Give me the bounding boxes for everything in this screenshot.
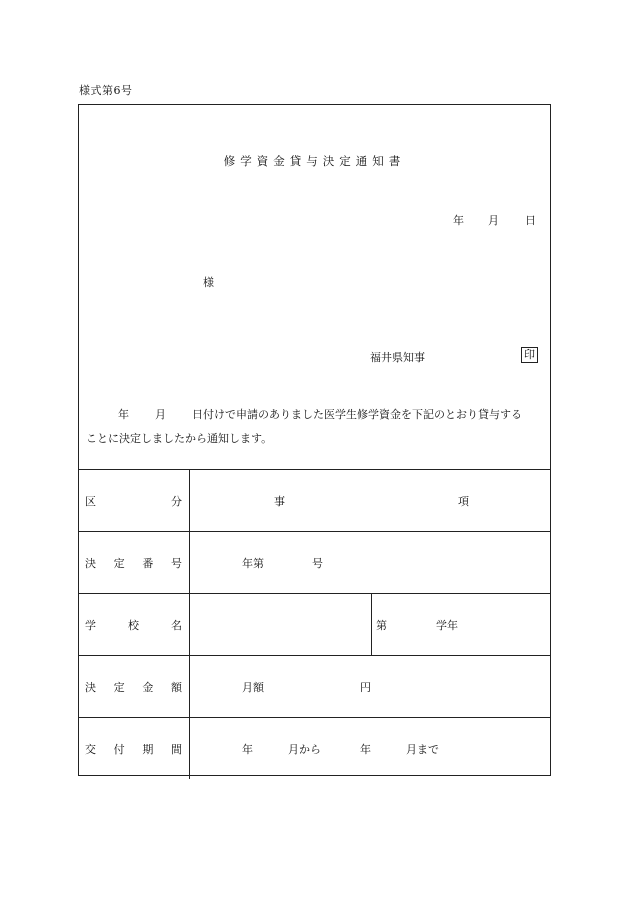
- table-row-school-name: [79, 594, 550, 656]
- notice-body: [86, 403, 543, 451]
- header-label-char: 区: [85, 494, 96, 508]
- row-label-char: 金: [142, 680, 154, 694]
- row-label-char: 定: [113, 556, 125, 570]
- details-table: [79, 469, 550, 779]
- notice-form: [78, 104, 551, 776]
- recipient-honorific: 様: [203, 276, 214, 289]
- body-year-label: 年: [118, 408, 129, 421]
- row-label-char: 期: [142, 742, 154, 756]
- header-label-char: 分: [171, 494, 182, 508]
- row-label-char: 番: [142, 556, 154, 570]
- row-label-char: 決: [85, 680, 96, 694]
- period-from-month: 月から: [288, 742, 321, 756]
- grade-suffix: 学年: [436, 618, 458, 632]
- grade-prefix: 第: [376, 618, 387, 632]
- date-year-label: 年: [453, 214, 464, 227]
- decision-number-label: 号: [312, 556, 323, 570]
- monthly-amount-label: 月額: [242, 680, 264, 694]
- yen-label: 円: [360, 680, 371, 694]
- row-label-char: 決: [85, 556, 96, 570]
- table-row-decision-number: [79, 532, 550, 594]
- row-label-char: 間: [170, 742, 182, 756]
- table-row-decision-amount: [79, 656, 550, 718]
- row-label-char: 号: [170, 556, 182, 570]
- table-header-row: [79, 470, 550, 532]
- row-label-char: 定: [113, 680, 125, 694]
- row-label-char: 付: [113, 742, 125, 756]
- body-month-label: 月: [155, 408, 166, 421]
- header-content-right: 項: [458, 494, 469, 508]
- row-label-char: 額: [170, 680, 182, 694]
- form-number: 様式第6号: [79, 84, 133, 97]
- header-content-left: 事: [274, 494, 285, 508]
- period-to-month: 月まで: [406, 742, 439, 756]
- decision-year-label: 年第: [242, 556, 264, 570]
- document-title: 修学資金貸与決定通知書: [223, 154, 406, 168]
- date-month-label: 月: [488, 214, 499, 227]
- issuer-title: 福井県知事: [370, 351, 425, 364]
- school-grade-divider: [371, 594, 372, 655]
- period-from-year: 年: [242, 742, 253, 756]
- row-label-char: 校: [128, 618, 139, 632]
- body-text-line1: 日付けで申請のありました医学生修学資金を下記のとおり貸与する: [192, 408, 522, 421]
- period-to-year: 年: [360, 742, 371, 756]
- date-day-label: 日: [525, 214, 536, 227]
- seal-mark: 印: [521, 347, 538, 363]
- row-label-char: 名: [171, 618, 182, 632]
- row-label-char: 学: [85, 618, 96, 632]
- body-text-line2: ことに決定しましたから通知します。: [86, 432, 273, 445]
- row-label-char: 交: [85, 742, 96, 756]
- table-row-grant-period: [79, 718, 550, 780]
